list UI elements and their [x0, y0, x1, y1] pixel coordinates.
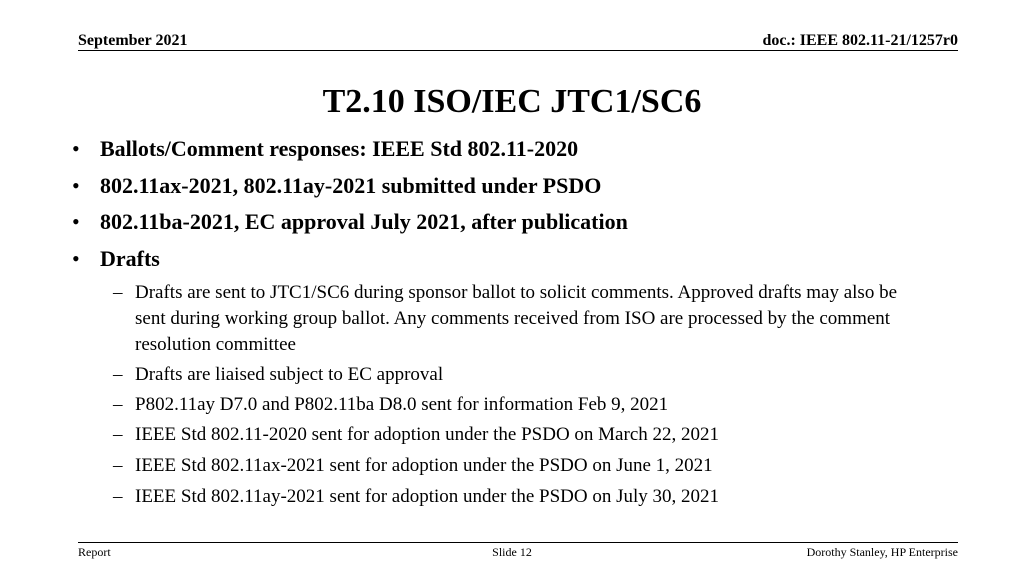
- sub-bullet-text: IEEE Std 802.11ax-2021 sent for adoption under the PSDO on June 1, 2021: [135, 455, 713, 476]
- header-doc-number: doc.: IEEE 802.11-21/1257r0: [762, 32, 958, 49]
- sub-bullet-marker: –: [113, 455, 123, 476]
- bullet-marker: •: [72, 209, 80, 234]
- sub-bullet-text: IEEE Std 802.11ay-2021 sent for adoption under the PSDO on July 30, 2021: [135, 486, 720, 507]
- header-date: September 2021: [78, 32, 188, 49]
- footer-divider: [78, 542, 958, 543]
- bullet-marker: •: [72, 173, 80, 198]
- bullet-text: Ballots/Comment responses: IEEE Std 802.11-2020: [100, 136, 579, 161]
- sub-bullet-text: P802.11ay D7.0 and P802.11ba D8.0 sent for information Feb 9, 2021: [135, 394, 669, 415]
- bullet-text: Drafts: [100, 246, 160, 271]
- sub-bullet-text: Drafts are sent to JTC1/SC6 during sponsor ballot to solicit comments. Approved drafts may also be sent during working group ballot. Any comments received from ISO are processed by the comment resolution committee: [135, 282, 898, 355]
- sub-bullet-text: IEEE Std 802.11-2020 sent for adoption under the PSDO on March 22, 2021: [135, 424, 719, 445]
- sub-bullet-marker: –: [113, 486, 123, 507]
- bullet-marker: •: [72, 246, 80, 271]
- slide-title: T2.10 ISO/IEC JTC1/SC6: [322, 83, 702, 120]
- sub-bullet-text: Drafts are liaised subject to EC approval: [135, 364, 444, 385]
- sub-bullet-marker: –: [113, 282, 123, 303]
- footer-author: Dorothy Stanley, HP Enterprise: [806, 545, 958, 559]
- sub-bullet-marker: –: [113, 394, 123, 415]
- sub-bullet-marker: –: [113, 364, 123, 385]
- sub-bullet-marker: –: [113, 424, 123, 445]
- bullet-text: 802.11ba-2021, EC approval July 2021, after publication: [100, 209, 628, 234]
- footer-report-label: Report: [78, 545, 111, 559]
- slide-number: Slide 12: [492, 545, 532, 559]
- bullet-marker: •: [72, 136, 80, 161]
- bullet-text: 802.11ax-2021, 802.11ay-2021 submitted under PSDO: [100, 173, 602, 198]
